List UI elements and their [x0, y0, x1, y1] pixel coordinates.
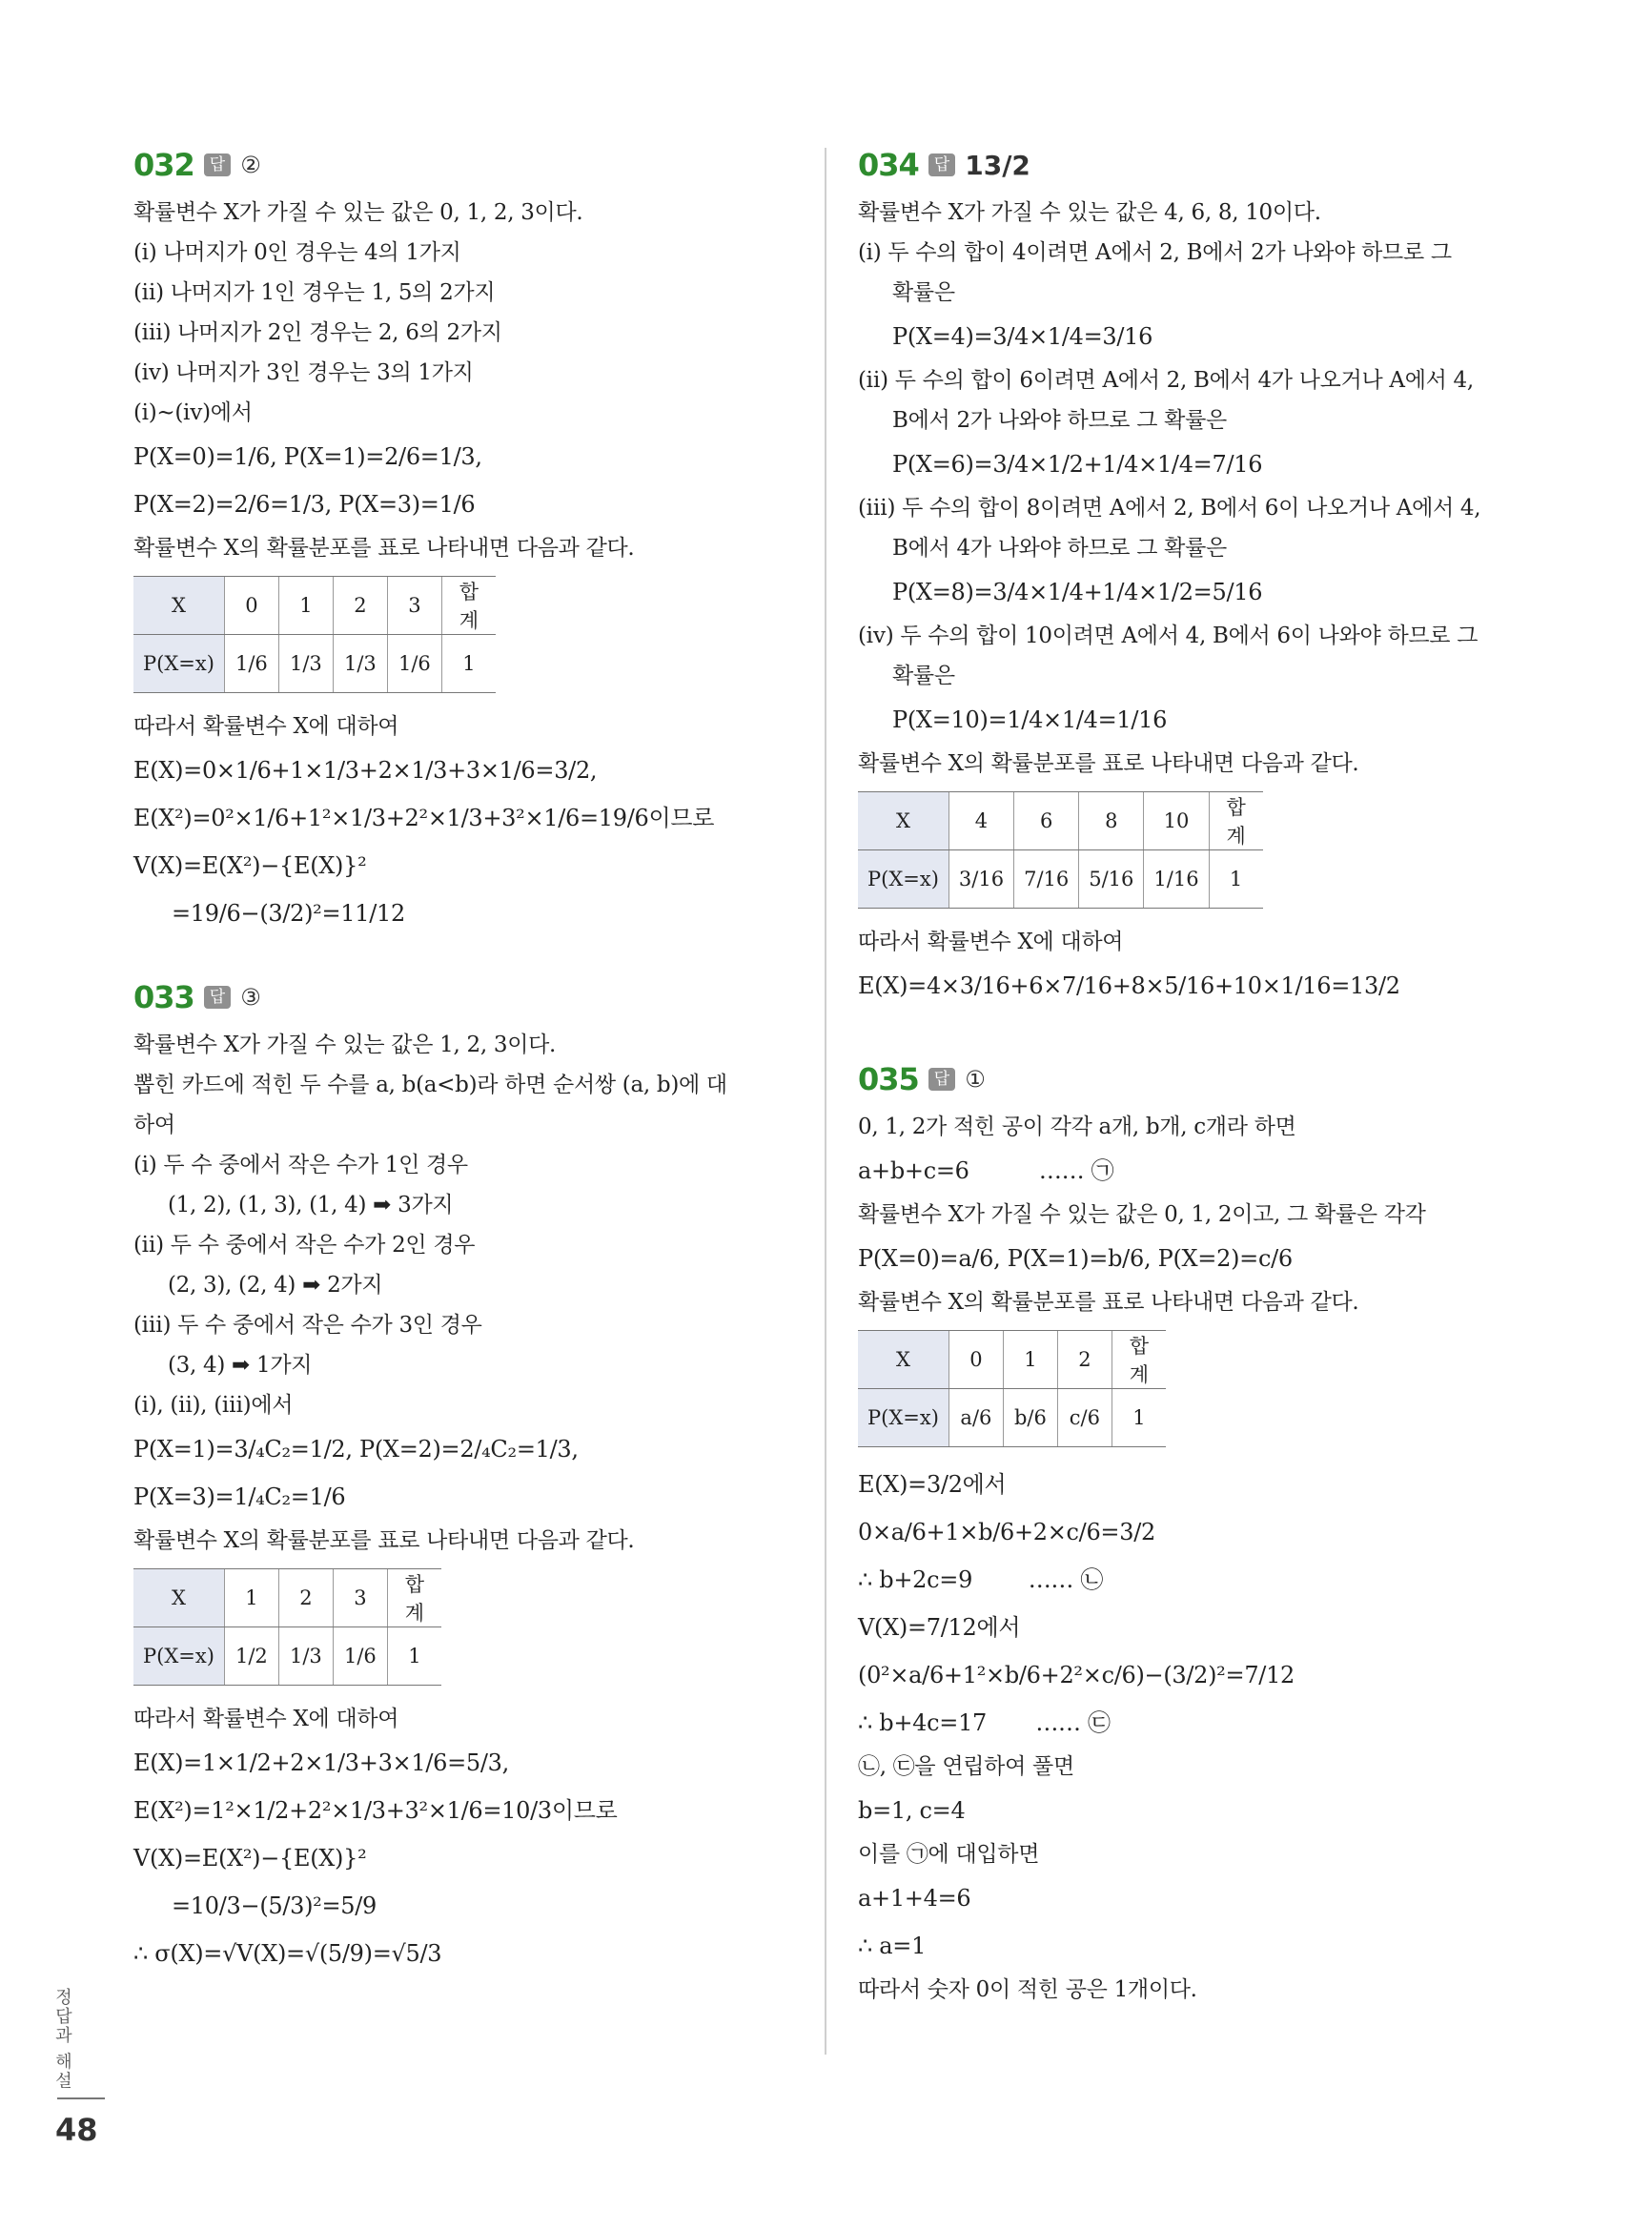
table-cell: 1/16: [1144, 850, 1209, 909]
formula-line: P(X=0)=a/6, P(X=1)=b/6, P(X=2)=c/6: [858, 1245, 1293, 1272]
solution-line: B에서 4가 나와야 하므로 그 확률은: [892, 536, 1227, 561]
formula-line: V(X)=7/12에서: [858, 1614, 1021, 1641]
solution-line: (2, 3), (2, 4) ➡ 2가지: [168, 1273, 383, 1298]
solution-line: (ⅱ) 나머지가 1인 경우는 1, 5의 2가지: [133, 280, 496, 305]
right-column: [858, 143, 1525, 2048]
table-cell: 3: [387, 577, 441, 635]
answer-value: ③: [240, 984, 261, 1011]
table-cell: 0: [224, 577, 278, 635]
table-cell: X: [858, 1331, 948, 1389]
solution-line: 따라서 확률변수 X에 대하여: [133, 714, 399, 739]
solution-line: (1, 2), (1, 3), (1, 4) ➡ 3가지: [168, 1193, 454, 1217]
distribution-table: [858, 791, 1263, 909]
solution-line: (ⅰ) 두 수 중에서 작은 수가 1인 경우: [133, 1153, 468, 1177]
formula-line: E(X²)=0²×1/6+1²×1/3+2²×1/3+3²×1/6=19/6이므로: [133, 805, 715, 831]
distribution-table: [133, 1568, 441, 1686]
table-cell: 1/6: [224, 635, 278, 693]
table-cell: P(X=x): [133, 635, 224, 693]
table-cell: 6: [1014, 792, 1079, 850]
solution-line: 뽑힌 카드에 적힌 두 수를 a, b(a<b)라 하면 순서쌍 (a, b)에 대: [133, 1073, 727, 1097]
footer-divider: [57, 2097, 105, 2099]
solution-line: 따라서 확률변수 X에 대하여: [133, 1707, 399, 1731]
formula-line: ∴ a=1: [858, 1933, 927, 1959]
table-cell: 1/3: [278, 635, 333, 693]
solution-line: (3, 4) ➡ 1가지: [168, 1353, 313, 1378]
table-cell: 2: [278, 1569, 333, 1627]
table-cell: 합계: [1112, 1331, 1166, 1389]
formula-line: =10/3−(5/3)²=5/9: [172, 1892, 377, 1919]
solution-line: (ⅲ) 두 수 중에서 작은 수가 3인 경우: [133, 1313, 482, 1338]
column-divider: [825, 148, 826, 2055]
formula-line: E(X²)=1²×1/2+2²×1/3+3²×1/6=10/3이므로: [133, 1797, 618, 1824]
table-cell: c/6: [1057, 1389, 1112, 1447]
table-cell: 3: [333, 1569, 387, 1627]
formula-line: P(X=8)=3/4×1/4+1/4×1/2=5/16: [892, 579, 1263, 605]
problem-number: 034: [858, 147, 919, 183]
solution-line: 이를 ㉠에 대입하면: [858, 1842, 1040, 1867]
formula-line: E(X)=3/2에서: [858, 1471, 1007, 1498]
formula-line: ∴ σ(X)=√V(X)=√(5/9)=√5/3: [133, 1940, 442, 1967]
formula-line: a+b+c=6 …… ㉠: [858, 1157, 1114, 1184]
solution-line: (ⅰ)~(ⅳ)에서: [133, 400, 253, 425]
table-cell: 4: [948, 792, 1013, 850]
formula-line: ∴ b+2c=9 …… ㉡: [858, 1566, 1104, 1593]
table-cell: 1: [1003, 1331, 1057, 1389]
solution-line: 따라서 숫자 0이 적힌 공은 1개이다.: [858, 1977, 1197, 2002]
table-cell: b/6: [1003, 1389, 1057, 1447]
problem-header: [858, 143, 1525, 187]
formula-line: P(X=10)=1/4×1/4=1/16: [892, 706, 1168, 733]
table-cell: P(X=x): [133, 1627, 224, 1686]
solution-line: B에서 2가 나와야 하므로 그 확률은: [892, 408, 1227, 433]
table-row: [858, 1331, 1166, 1389]
table-cell: 1: [224, 1569, 278, 1627]
table-cell: 2: [1057, 1331, 1112, 1389]
formula-line: P(X=4)=3/4×1/4=3/16: [892, 323, 1153, 350]
table-row: [858, 850, 1263, 909]
table-row: [133, 577, 496, 635]
table-cell: 3/16: [948, 850, 1013, 909]
solution-line: 확률변수 X가 가질 수 있는 값은 0, 1, 2이고, 그 확률은 각각: [858, 1202, 1426, 1227]
solution-line: 확률변수 X의 확률분포를 표로 나타내면 다음과 같다.: [133, 1528, 635, 1553]
table-row: [133, 635, 496, 693]
problem-number: 032: [133, 147, 194, 183]
table-cell: 1/6: [387, 635, 441, 693]
table-cell: X: [133, 1569, 224, 1627]
problem-035: [858, 1057, 1525, 2010]
solution-line: (ⅰ), (ⅱ), (ⅲ)에서: [133, 1393, 294, 1418]
table-cell: 1/3: [333, 635, 387, 693]
table-cell: 합계: [387, 1569, 441, 1627]
table-cell: 0: [948, 1331, 1003, 1389]
solution-line: (ⅱ) 두 수의 합이 6이려면 A에서 2, B에서 4가 나오거나 A에서 4,: [858, 368, 1474, 393]
solution-line: (ⅰ) 두 수의 합이 4이려면 A에서 2, B에서 2가 나와야 하므로 그: [858, 240, 1452, 265]
table-cell: 1: [278, 577, 333, 635]
table-cell: 7/16: [1014, 850, 1079, 909]
answer-value: ②: [240, 152, 261, 178]
problem-032: [133, 143, 801, 937]
table-cell: 5/16: [1079, 850, 1144, 909]
table-cell: 1/6: [333, 1627, 387, 1686]
table-cell: a/6: [948, 1389, 1003, 1447]
formula-line: b=1, c=4: [858, 1797, 966, 1824]
formula-line: P(X=2)=2/6=1/3, P(X=3)=1/6: [133, 491, 476, 518]
problem-header: [133, 143, 801, 187]
solution-line: (ⅳ) 나머지가 3인 경우는 3의 1가지: [133, 360, 474, 385]
solution-line: 확률변수 X가 가질 수 있는 값은 0, 1, 2, 3이다.: [133, 200, 583, 225]
formula-line: E(X)=4×3/16+6×7/16+8×5/16+10×1/16=13/2: [858, 972, 1400, 999]
solution-line: 확률변수 X의 확률분포를 표로 나타내면 다음과 같다.: [858, 1290, 1359, 1315]
table-row: [133, 1627, 441, 1686]
solution-line: 확률은: [892, 280, 955, 305]
solution-line: 확률은: [892, 664, 955, 688]
formula-line: a+1+4=6: [858, 1885, 971, 1912]
table-cell: 10: [1144, 792, 1209, 850]
formula-line: E(X)=1×1/2+2×1/3+3×1/6=5/3,: [133, 1749, 509, 1776]
solution-line: (ⅲ) 나머지가 2인 경우는 2, 6의 2가지: [133, 320, 502, 345]
problem-header: [133, 975, 801, 1019]
solution-line: (ⅲ) 두 수의 합이 8이려면 A에서 2, B에서 6이 나오거나 A에서 4,: [858, 496, 1481, 521]
problem-number: 033: [133, 979, 194, 1015]
formula-line: P(X=1)=3/₄C₂=1/2, P(X=2)=2/₄C₂=1/3,: [133, 1436, 579, 1463]
left-column: [133, 143, 801, 2015]
solution-line: (ⅱ) 두 수 중에서 작은 수가 2인 경우: [133, 1233, 476, 1258]
problem-033: [133, 975, 801, 1977]
table-cell: 합계: [441, 577, 496, 635]
table-cell: 합계: [1209, 792, 1263, 850]
solution-line: 확률변수 X의 확률분포를 표로 나타내면 다음과 같다.: [133, 536, 635, 561]
formula-line: =19/6−(3/2)²=11/12: [172, 900, 405, 927]
solution-line: (ⅳ) 두 수의 합이 10이려면 A에서 4, B에서 6이 나와야 하므로 그: [858, 624, 1479, 648]
page-number: 48: [55, 2112, 98, 2148]
table-cell: 1/3: [278, 1627, 333, 1686]
table-cell: 1: [1209, 850, 1263, 909]
table-cell: P(X=x): [858, 850, 948, 909]
solution-line: 하여: [133, 1113, 175, 1137]
distribution-table: [858, 1330, 1166, 1447]
section-label: 정답과 해설: [52, 1988, 72, 2091]
table-cell: 8: [1079, 792, 1144, 850]
answer-tag: 답: [928, 1068, 955, 1091]
solution-line: 따라서 확률변수 X에 대하여: [858, 930, 1124, 954]
problem-number: 035: [858, 1061, 919, 1097]
formula-line: E(X)=0×1/6+1×1/3+2×1/3+3×1/6=3/2,: [133, 757, 598, 784]
table-row: [858, 1389, 1166, 1447]
answer-value: 13/2: [965, 149, 1030, 181]
table-cell: 1: [387, 1627, 441, 1686]
formula-line: P(X=3)=1/₄C₂=1/6: [133, 1483, 346, 1510]
table-cell: P(X=x): [858, 1389, 948, 1447]
answer-value: ①: [965, 1066, 986, 1093]
solution-line: 확률변수 X가 가질 수 있는 값은 4, 6, 8, 10이다.: [858, 200, 1321, 225]
formula-line: ∴ b+4c=17 …… ㉢: [858, 1709, 1111, 1736]
answer-tag: 답: [204, 986, 231, 1009]
solution-line: ㉡, ㉢을 연립하여 풀면: [858, 1754, 1074, 1779]
formula-line: (0²×a/6+1²×b/6+2²×c/6)−(3/2)²=7/12: [858, 1662, 1295, 1688]
table-cell: X: [858, 792, 948, 850]
table-cell: 1: [441, 635, 496, 693]
solution-line: 0, 1, 2가 적힌 공이 각각 a개, b개, c개라 하면: [858, 1115, 1296, 1139]
distribution-table: [133, 576, 496, 693]
answer-tag: 답: [204, 153, 231, 176]
problem-034: [858, 143, 1525, 1010]
table-cell: 1/2: [224, 1627, 278, 1686]
problem-header: [858, 1057, 1525, 1101]
formula-line: V(X)=E(X²)−{E(X)}²: [133, 1845, 367, 1872]
formula-line: V(X)=E(X²)−{E(X)}²: [133, 852, 367, 879]
solution-line: (ⅰ) 나머지가 0인 경우는 4의 1가지: [133, 240, 461, 265]
table-cell: 1: [1112, 1389, 1166, 1447]
table-cell: 2: [333, 577, 387, 635]
table-row: [133, 1569, 441, 1627]
formula-line: 0×a/6+1×b/6+2×c/6=3/2: [858, 1519, 1155, 1545]
formula-line: P(X=6)=3/4×1/2+1/4×1/4=7/16: [892, 451, 1263, 478]
solution-line: 확률변수 X가 가질 수 있는 값은 1, 2, 3이다.: [133, 1033, 557, 1057]
solution-line: 확률변수 X의 확률분포를 표로 나타내면 다음과 같다.: [858, 751, 1359, 776]
table-cell: X: [133, 577, 224, 635]
formula-line: P(X=0)=1/6, P(X=1)=2/6=1/3,: [133, 443, 482, 470]
answer-tag: 답: [928, 153, 955, 176]
table-row: [858, 792, 1263, 850]
